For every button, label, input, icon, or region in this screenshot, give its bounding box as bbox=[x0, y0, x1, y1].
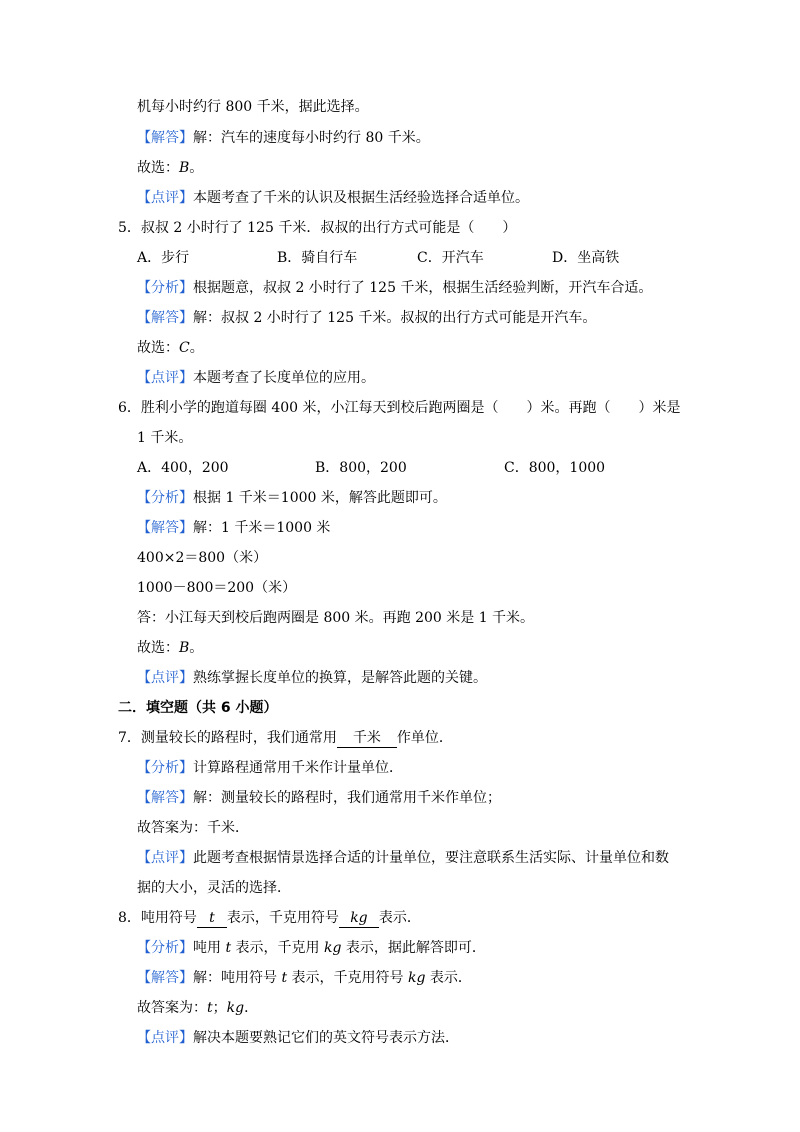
choose-prefix: 故选： bbox=[137, 160, 179, 176]
q4-comment-text: 本题考查了千米的认识及根据生活经验选择合适单位。 bbox=[193, 190, 529, 206]
q7-stem-pre: 7．测量较长的路程时，我们通常用 bbox=[118, 730, 337, 746]
q7-answer-text: 解：测量较长的路程时，我们通常用千米作单位； bbox=[193, 790, 501, 806]
q8-blank-t: t bbox=[197, 909, 227, 928]
choose-suffix: 。 bbox=[189, 640, 204, 656]
choose-prefix: 故选： bbox=[137, 340, 179, 356]
q7-comment bbox=[137, 848, 669, 868]
q7-stem bbox=[118, 728, 453, 748]
q6-analysis-text: 根据 1 千米＝1000 米，解答此题即可。 bbox=[193, 490, 447, 506]
q8-answer-t: t bbox=[281, 970, 288, 986]
q5-option-b: B．骑自行车 bbox=[277, 250, 358, 266]
analysis-tag: 【分析】 bbox=[137, 940, 193, 956]
q8-analysis bbox=[137, 938, 486, 958]
analysis-tag: 【分析】 bbox=[137, 760, 193, 776]
q5-analysis-text: 根据题意，叔叔 2 小时行了 125 千米，根据生活经验判断，开汽车合适。 bbox=[193, 280, 653, 296]
q8-answer-kg: kg bbox=[408, 970, 426, 986]
q8-analysis-t: t bbox=[225, 940, 232, 956]
q8-comment bbox=[137, 1028, 459, 1048]
q8-analysis-mid: 表示，千克用 bbox=[231, 940, 324, 956]
answer-tag: 【解答】 bbox=[137, 970, 193, 986]
q8-analysis-post: 表示，据此解答即可． bbox=[341, 940, 486, 956]
q5-analysis bbox=[137, 278, 652, 298]
q6-stem-line1: 6．胜利小学的跑道每圈 400 米，小江每天到校后跑两圈是（ ）米。再跑（ ）米是 bbox=[118, 400, 681, 416]
q8-answer bbox=[137, 968, 472, 988]
comment-tag: 【点评】 bbox=[137, 1030, 193, 1046]
q8-analysis-kg: kg bbox=[324, 940, 342, 956]
answer-tag: 【解答】 bbox=[137, 130, 193, 146]
q6-answer bbox=[137, 518, 330, 538]
choose-value: C bbox=[179, 340, 190, 356]
q6-analysis bbox=[137, 488, 447, 508]
answer-tag: 【解答】 bbox=[137, 310, 193, 326]
q7-analysis-text: 计算路程通常用千米作计量单位． bbox=[193, 760, 403, 776]
comment-tag: 【点评】 bbox=[137, 190, 193, 206]
q6-option-c: C．800，1000 bbox=[504, 460, 606, 476]
q6-reply: 答：小江每天到校后跑两圈是 800 米。再跑 200 米是 1 千米。 bbox=[137, 610, 535, 626]
q4-comment bbox=[137, 188, 529, 208]
q4-analysis-tail: 机每小时约行 800 千米，据此选择。 bbox=[137, 99, 369, 115]
q6-stem-line2: 1 千米。 bbox=[137, 430, 193, 446]
q8-answer-pre: 解：吨用符号 bbox=[193, 970, 282, 986]
q6-comment bbox=[137, 668, 487, 688]
q7-result: 故答案为：千米． bbox=[137, 820, 249, 836]
q7-stem-post: 作单位． bbox=[396, 730, 453, 746]
q8-analysis-pre: 吨用 bbox=[193, 940, 226, 956]
q6-option-a: A．400，200 bbox=[137, 460, 229, 476]
q5-comment-text: 本题考查了长度单位的应用。 bbox=[193, 370, 375, 386]
q5-answer bbox=[137, 308, 596, 328]
q8-stem-mid: 表示，千克用符号 bbox=[226, 910, 339, 926]
choose-prefix: 故选： bbox=[137, 640, 179, 656]
q8-comment-text: 解决本题要熟记它们的英文符号表示方法． bbox=[193, 1030, 459, 1046]
q8-answer-mid: 表示，千克用符号 bbox=[287, 970, 408, 986]
q7-comment-text: 此题考查根据情景选择合适的计量单位，要注意联系生活实际、计量单位和数 bbox=[193, 850, 669, 866]
q8-result bbox=[137, 998, 258, 1018]
q7-answer bbox=[137, 788, 501, 808]
q4-choice bbox=[137, 158, 203, 178]
q5-option-d: D．坐高铁 bbox=[552, 250, 620, 266]
q8-result-sep: ； bbox=[212, 1000, 227, 1016]
section-heading: 二．填空题（共 6 小题） bbox=[118, 700, 278, 716]
q5-option-a: A．步行 bbox=[137, 250, 190, 266]
answer-tag: 【解答】 bbox=[137, 790, 193, 806]
choose-value: B bbox=[179, 160, 190, 176]
comment-tag: 【点评】 bbox=[137, 670, 193, 686]
choose-suffix: 。 bbox=[189, 340, 204, 356]
q7-analysis bbox=[137, 758, 403, 778]
q8-stem bbox=[118, 908, 421, 928]
analysis-tag: 【分析】 bbox=[137, 490, 193, 506]
q6-calc-2: 1000－800＝200（米） bbox=[137, 580, 297, 596]
q5-comment bbox=[137, 368, 375, 388]
q8-stem-post: 表示． bbox=[378, 910, 421, 926]
q8-answer-post: 表示． bbox=[425, 970, 472, 986]
comment-tag: 【点评】 bbox=[137, 370, 193, 386]
q8-result-post: ． bbox=[244, 1000, 259, 1016]
q8-stem-pre: 8．吨用符号 bbox=[118, 910, 197, 926]
comment-tag: 【点评】 bbox=[137, 850, 193, 866]
q4-answer bbox=[137, 128, 430, 148]
choose-suffix: 。 bbox=[189, 160, 204, 176]
q5-choice bbox=[137, 338, 204, 358]
q4-answer-text: 解：汽车的速度每小时约行 80 千米。 bbox=[193, 130, 430, 146]
q6-choice bbox=[137, 638, 203, 658]
q6-answer-text: 解：1 千米＝1000 米 bbox=[193, 520, 331, 536]
q8-result-t: t bbox=[207, 1000, 213, 1016]
answer-tag: 【解答】 bbox=[137, 520, 193, 536]
q8-result-pre: 故答案为： bbox=[137, 1000, 207, 1016]
q5-answer-text: 解：叔叔 2 小时行了 125 千米。叔叔的出行方式可能是开汽车。 bbox=[193, 310, 597, 326]
q7-comment-line2: 据的大小，灵活的选择． bbox=[137, 880, 291, 896]
q6-calc-1: 400×2＝800（米） bbox=[137, 550, 268, 566]
q6-comment-text: 熟练掌握长度单位的换算，是解答此题的关键。 bbox=[193, 670, 487, 686]
q8-result-kg: kg bbox=[226, 1000, 245, 1016]
analysis-tag: 【分析】 bbox=[137, 280, 193, 296]
q5-option-c: C．开汽车 bbox=[417, 250, 484, 266]
q8-blank-kg: kg bbox=[339, 909, 379, 928]
q7-answer-blank: 千米 bbox=[337, 729, 397, 748]
q5-stem: 5．叔叔 2 小时行了 125 千米．叔叔的出行方式可能是（ ） bbox=[118, 220, 517, 236]
choose-value: B bbox=[179, 640, 190, 656]
q6-option-b: B．800，200 bbox=[315, 460, 407, 476]
